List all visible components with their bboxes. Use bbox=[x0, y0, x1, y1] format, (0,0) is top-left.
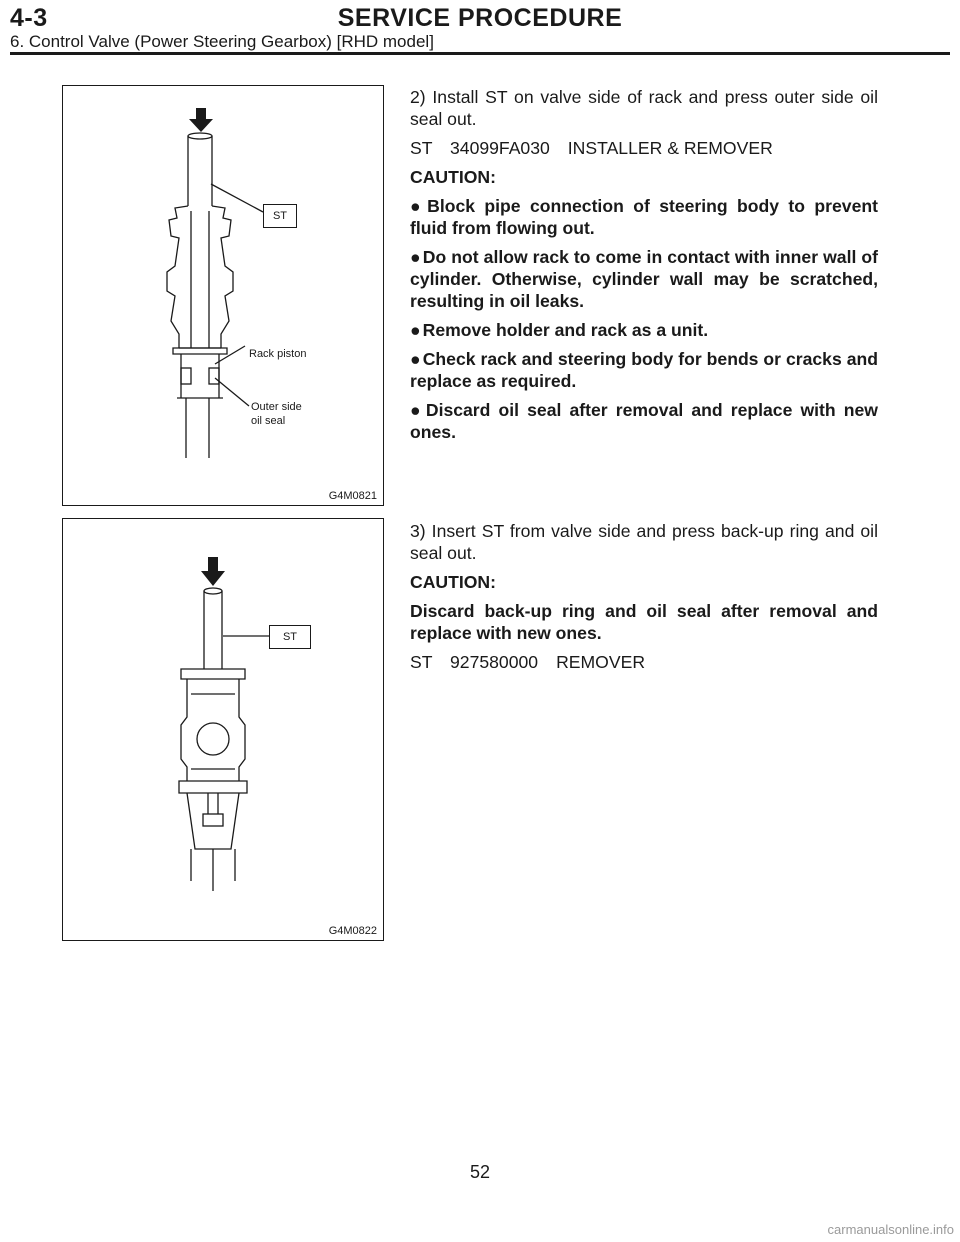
bullet-dot-icon: ● bbox=[410, 320, 421, 340]
bullet-dot-icon: ● bbox=[410, 247, 421, 267]
rack-piston-illustration bbox=[63, 86, 383, 505]
st-number: 927580000 bbox=[450, 652, 539, 672]
step-3-caution-text: Discard back-up ring and oil seal after removal and replace with new ones. bbox=[410, 601, 878, 643]
figure-code: G4M0821 bbox=[328, 490, 377, 502]
section-number: 4-3 bbox=[10, 4, 48, 32]
outer-seal-label-line2: oil seal bbox=[251, 415, 286, 427]
caution-bullet: ● Check rack and steering body for bends or cracks and replace as required. bbox=[410, 349, 878, 391]
page-subtitle: 6. Control Valve (Power Steering Gearbox) [RHD model] bbox=[10, 32, 434, 51]
caution-bullet: ● Discard oil seal after removal and replace with new ones. bbox=[410, 400, 878, 442]
st-prefix: ST bbox=[410, 652, 433, 672]
header-rule bbox=[10, 52, 950, 55]
st-name: REMOVER bbox=[556, 652, 646, 672]
caution-bullet: ● Block pipe connection of steering body to prevent fluid from flowing out. bbox=[410, 196, 878, 238]
step-2-text bbox=[410, 86, 878, 450]
step-3-text bbox=[410, 520, 878, 680]
st-callout: ST bbox=[269, 625, 311, 649]
st-number: 34099FA030 bbox=[450, 138, 550, 158]
figure-code: G4M0822 bbox=[328, 925, 377, 937]
step-2-caution-title: CAUTION: bbox=[410, 167, 497, 187]
page-title: SERVICE PROCEDURE bbox=[337, 4, 623, 32]
back-up-ring-illustration bbox=[63, 519, 383, 940]
step-2-intro: 2) Install ST on valve side of rack and press outer side oil seal out. bbox=[410, 87, 878, 129]
page-number: 52 bbox=[469, 1162, 491, 1182]
caution-bullet: ● Remove holder and rack as a unit. bbox=[410, 320, 709, 340]
step-3-st-line bbox=[410, 651, 878, 673]
step-3-intro: 3) Insert ST from valve side and press back-up ring and oil seal out. bbox=[410, 521, 878, 563]
outer-seal-label-line1: Outer side bbox=[251, 401, 302, 413]
figure-g4m0822 bbox=[62, 518, 384, 941]
bullet-dot-icon: ● bbox=[410, 349, 421, 369]
step-2-st-line bbox=[410, 137, 878, 159]
bullet-dot-icon: ● bbox=[410, 196, 426, 216]
caution-bullet: ● Do not allow rack to come in contact with inner wall of cylinder. Otherwise, cylinder wall may be scratched, resulting in oil leaks. bbox=[410, 247, 878, 311]
st-name: INSTALLER & REMOVER bbox=[567, 138, 773, 158]
figure-g4m0821 bbox=[62, 85, 384, 506]
st-callout: ST bbox=[263, 204, 297, 228]
st-prefix: ST bbox=[410, 138, 433, 158]
rack-piston-label: Rack piston bbox=[249, 348, 307, 360]
step-3-caution-title: CAUTION: bbox=[410, 572, 497, 592]
bullet-dot-icon: ● bbox=[410, 400, 424, 420]
footer-watermark: carmanualsonline.info bbox=[827, 1222, 954, 1237]
